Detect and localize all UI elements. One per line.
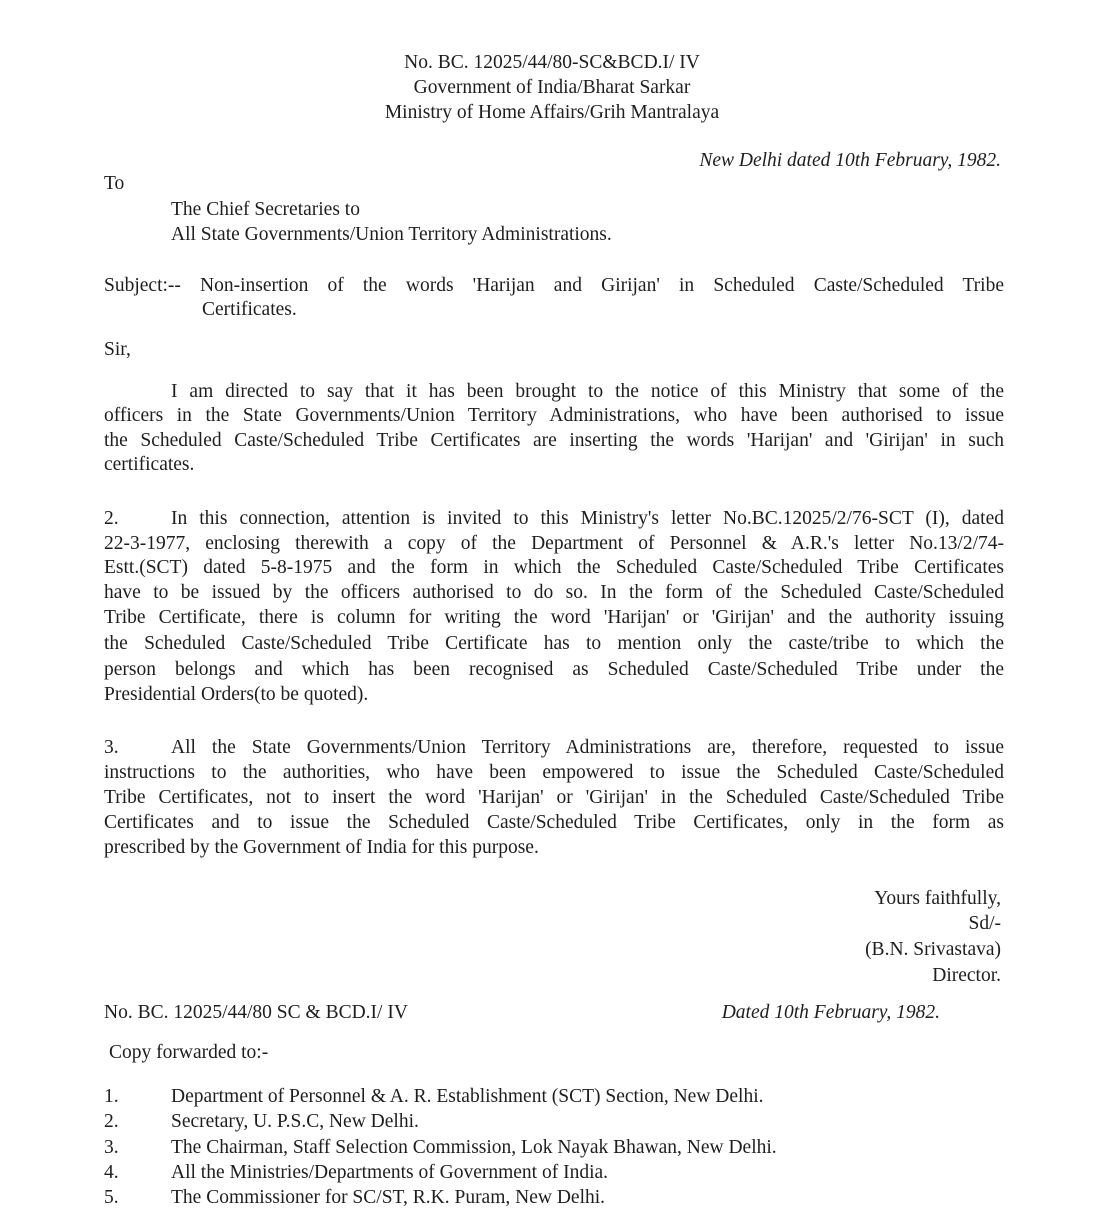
- para3-line-4: Certificates and to issue the Scheduled Caste/Scheduled Tribe Certificates, only in the form as: [104, 812, 1004, 833]
- para3-line-1: All the State Governments/Union Territory Administrations are, therefore, requested to issue: [171, 737, 1004, 758]
- copy-list-item-5: The Commissioner for SC/ST, R.K. Puram, New Delhi.: [171, 1187, 606, 1208]
- date-line: New Delhi dated 10th February, 1982.: [699, 150, 1001, 171]
- para2-line-3: Estt.(SCT) dated 5-8-1975 and the form in which the Scheduled Caste/Scheduled Tribe Certificates: [104, 557, 1004, 578]
- para1-line-2: officers in the State Governments/Union Territory Administrations, who have been authorised to issue: [104, 405, 1004, 426]
- para3-line-2: instructions to the authorities, who have been empowered to issue the Scheduled Caste/Scheduled: [104, 762, 1004, 783]
- para2-line-2: 22-3-1977, enclosing therewith a copy of the Department of Personnel & A.R.'s letter No.13/2/74-: [104, 533, 1004, 554]
- copy-forwarded-label: Copy forwarded to:-: [109, 1042, 269, 1063]
- copy-list-number-1: 1.: [104, 1086, 119, 1107]
- copy-list-item-1: Department of Personnel & A. R. Establishment (SCT) Section, New Delhi.: [171, 1086, 764, 1107]
- salutation: Sir,: [104, 339, 131, 360]
- closing: Yours faithfully,: [874, 888, 1001, 909]
- para2-line-7: person belongs and which has been recognised as Scheduled Caste/Scheduled Tribe under the: [104, 659, 1004, 680]
- para2-line-6: the Scheduled Caste/Scheduled Tribe Certificate has to mention only the caste/tribe to which the: [104, 633, 1004, 654]
- para3-line-3: Tribe Certificates, not to insert the word 'Harijan' or 'Girijan' in the Scheduled Caste/Scheduled Tribe: [104, 787, 1004, 808]
- para3-line-5: prescribed by the Government of India for this purpose.: [104, 837, 539, 858]
- government-name: Government of India/Bharat Sarkar: [413, 77, 691, 98]
- file-number: No. BC. 12025/44/80-SC&BCD.I/ IV: [404, 52, 700, 73]
- signatory-designation: Director.: [932, 965, 1001, 986]
- subject-line-2: Certificates.: [202, 299, 297, 320]
- to-label: To: [104, 173, 125, 194]
- copy-list-number-3: 3.: [104, 1137, 119, 1158]
- subject-line-1: Subject:-- Non-insertion of the words 'Harijan and Girijan' in Scheduled Caste/Scheduled Tribe: [104, 275, 1004, 296]
- para1-line-1: I am directed to say that it has been brought to the notice of this Ministry that some of the: [171, 381, 1004, 402]
- footer-date: Dated 10th February, 1982.: [721, 1002, 940, 1023]
- copy-list-item-3: The Chairman, Staff Selection Commission, Lok Nayak Bhawan, New Delhi.: [171, 1137, 777, 1158]
- copy-list-item-2: Secretary, U. P.S.C, New Delhi.: [171, 1111, 419, 1132]
- para2-line-4: have to be issued by the officers authorised to do so. In the form of the Scheduled Caste/Scheduled: [104, 582, 1004, 603]
- copy-list-item-4: All the Ministries/Departments of Government of India.: [171, 1162, 609, 1183]
- addressee-line-1: The Chief Secretaries to: [171, 199, 360, 220]
- ministry-name: Ministry of Home Affairs/Grih Mantralaya: [384, 102, 720, 123]
- copy-list-number-4: 4.: [104, 1162, 119, 1183]
- copy-list-number-5: 5.: [104, 1187, 119, 1208]
- footer-file-number: No. BC. 12025/44/80 SC & BCD.I/ IV: [104, 1002, 408, 1023]
- para2-number: 2.: [104, 508, 119, 529]
- signatory-name: (B.N. Srivastava): [865, 939, 1001, 960]
- para1-line-3: the Scheduled Caste/Scheduled Tribe Certificates are inserting the words 'Harijan' and 'Girijan' in such: [104, 430, 1004, 451]
- addressee-line-2: All State Governments/Union Territory Administrations.: [171, 224, 612, 245]
- signed-mark: Sd/-: [968, 913, 1001, 934]
- para2-line-8: Presidential Orders(to be quoted).: [104, 684, 369, 705]
- para2-line-1: In this connection, attention is invited to this Ministry's letter No.BC.12025/2/76-SCT (I), dated: [171, 508, 1004, 529]
- para2-line-5: Tribe Certificate, there is column for writing the word 'Harijan' or 'Girijan' and the authority issuing: [104, 607, 1004, 628]
- para3-number: 3.: [104, 737, 119, 758]
- para1-line-4: certificates.: [104, 454, 195, 475]
- copy-list-number-2: 2.: [104, 1111, 119, 1132]
